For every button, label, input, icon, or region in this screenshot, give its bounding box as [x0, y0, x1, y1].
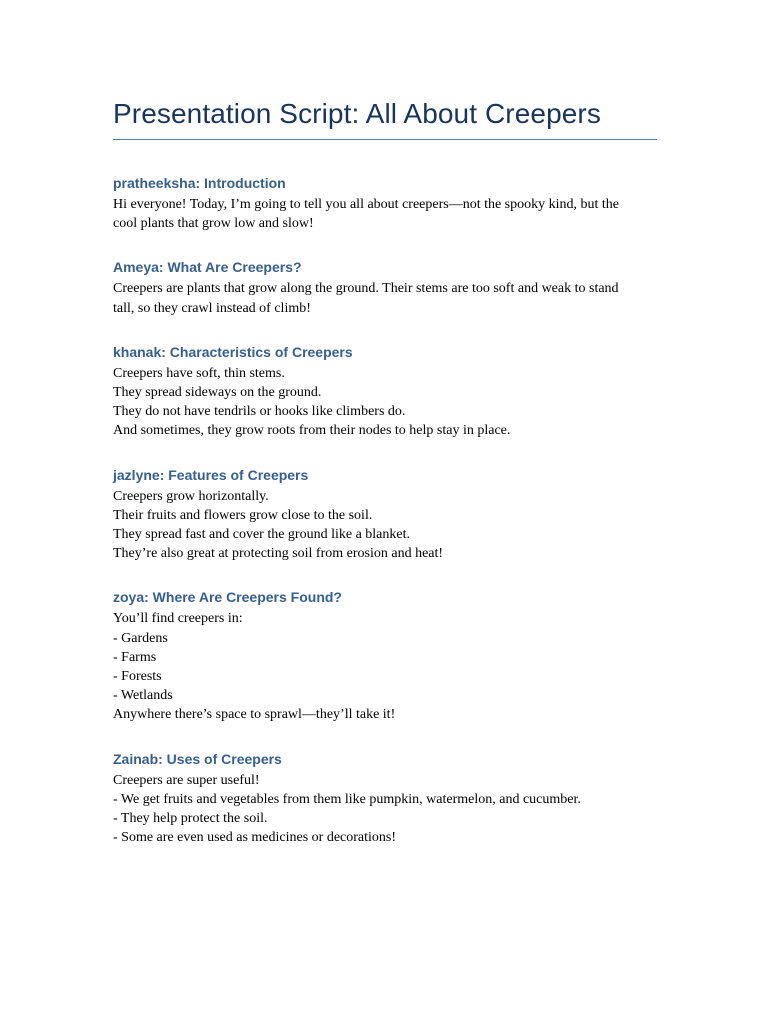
- body-text-line: - Farms: [113, 649, 157, 665]
- body-text-line: - Some are even used as medicines or decorations!: [113, 830, 397, 846]
- body-text-line: - We get fruits and vegetables from them like pumpkin, watermelon, and cucumber.: [113, 791, 581, 807]
- script-section: [113, 748, 658, 848]
- section-heading: Zainab: Uses of Creepers: [113, 750, 282, 767]
- body-text-line: And sometimes, they grow roots from their nodes to help stay in place.: [113, 423, 511, 439]
- body-text-line: Hi everyone! Today, I’m going to tell you all about creepers—not the spooky kind, but the: [113, 197, 620, 212]
- body-text-line: You’ll find creepers in:: [113, 611, 243, 627]
- script-section: [113, 464, 658, 564]
- section-body: [113, 279, 658, 317]
- body-text-line: - Forests: [113, 669, 162, 685]
- section-body: [113, 364, 658, 441]
- body-text-line: They’re also great at protecting soil from erosion and heat!: [113, 546, 444, 562]
- section-body: [113, 771, 658, 848]
- body-text-line: Creepers are plants that grow along the ground. Their stems are too soft and weak to stand: [113, 281, 619, 297]
- section-heading: jazlyne: Features of Creepers: [113, 466, 309, 483]
- script-section: [113, 172, 658, 233]
- body-text-line: They do not have tendrils or hooks like climbers do.: [113, 404, 406, 420]
- section-heading: khanak: Characteristics of Creepers: [113, 343, 353, 360]
- script-section: [113, 256, 658, 317]
- body-text-line: - Wetlands: [113, 688, 173, 704]
- body-text-line: Creepers are super useful!: [113, 772, 260, 788]
- document-title: Presentation Script: All About Creepers: [113, 98, 601, 129]
- section-heading: pratheeksha: Introduction: [113, 175, 286, 191]
- body-text-line: Their fruits and flowers grow close to the soil.: [113, 507, 373, 523]
- body-text-line: They spread sideways on the ground.: [113, 385, 322, 401]
- section-heading: Ameya: What Are Creepers?: [113, 259, 302, 276]
- body-text-line: Anywhere there’s space to sprawl—they’ll take it!: [113, 707, 396, 723]
- body-text-line: - They help protect the soil.: [113, 811, 268, 827]
- section-body: [113, 487, 658, 564]
- title-underline: [113, 139, 657, 140]
- body-text-line: Creepers grow horizontally.: [113, 488, 269, 504]
- section-heading: zoya: Where Are Creepers Found?: [113, 589, 342, 606]
- script-sections: [113, 172, 658, 870]
- body-text-line: - Gardens: [113, 630, 168, 646]
- body-text-line: Creepers have soft, thin stems.: [113, 365, 285, 381]
- script-section: [113, 586, 658, 724]
- section-body: [113, 195, 658, 233]
- body-text-line: They spread fast and cover the ground like a blanket.: [113, 527, 411, 543]
- body-text-line: cool plants that grow low and slow!: [113, 216, 314, 232]
- body-text-line: tall, so they crawl instead of climb!: [113, 300, 311, 316]
- script-section: [113, 341, 658, 441]
- section-body: [113, 609, 658, 724]
